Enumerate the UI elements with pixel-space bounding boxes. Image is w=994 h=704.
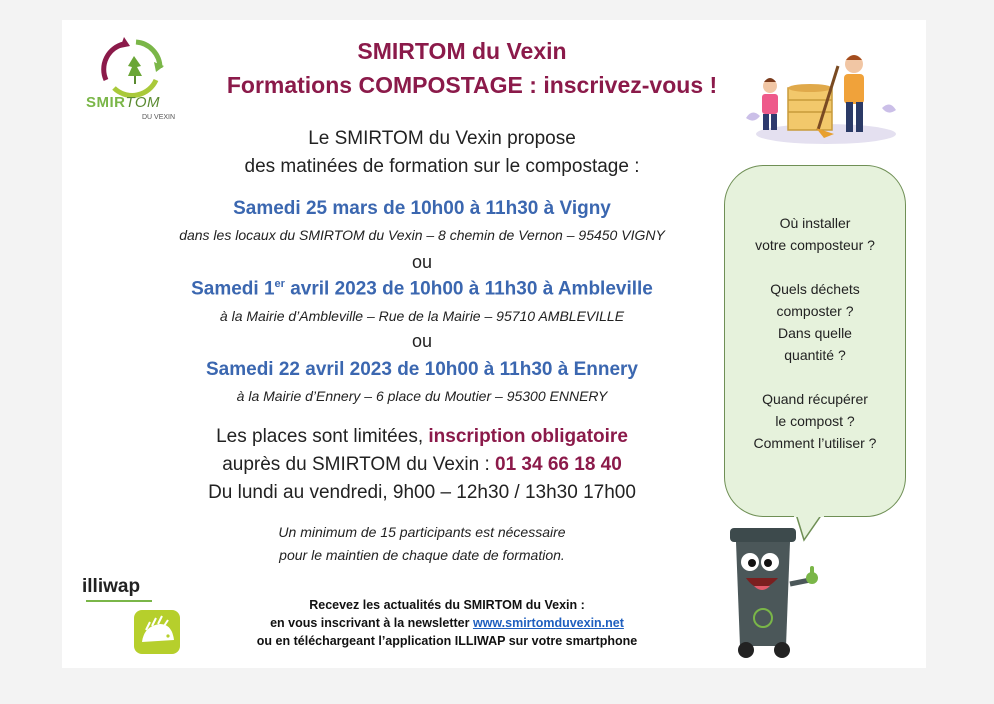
session-3-title [102,359,742,381]
session-2-text-pre: Samedi 1 [191,278,275,300]
intro-line-2: des matinées de formation sur le compostage : [244,156,640,177]
question-2-line-4: quantité ? [784,347,846,363]
session-2-title [102,278,742,300]
newsletter-link[interactable]: www.smirtomduvexin.net [472,616,624,630]
registration-line-2 [122,454,722,476]
title-line-1: SMIRTOM du Vexin [357,38,567,64]
session-2-superscript: er [274,278,285,290]
question-2 [725,278,905,366]
footer-line-1: Recevez les actualités du SMIRTOM du Vexin : [309,598,585,612]
session-1-text: Samedi 25 mars de 10h00 à 11h30 à Vigny [233,198,611,219]
session-1-address: dans les locaux du SMIRTOM du Vexin – 8 chemin de Vernon – 95450 VIGNY [179,227,665,243]
registration-line-2-text: auprès du SMIRTOM du Vexin : [222,454,496,475]
question-2-line-3: Dans quelle [778,325,852,341]
logo-brand-sub: DU VEXIN [142,114,176,121]
question-1-line-2: votre composteur ? [755,237,875,253]
question-3-line-2: le compost ? [775,413,855,429]
session-1-title [102,198,742,220]
footer-line-2 [212,616,682,630]
flyer-card [62,20,926,668]
registration-line-1 [122,426,722,448]
illiwap-name: illiwap [82,576,141,597]
minimum-line-2: pour le maintien de chaque date de formation. [279,547,565,563]
question-3 [725,388,905,454]
question-1-line-1: Où installer [779,215,851,231]
registration-required: inscription obligatoire [428,426,628,447]
session-2-text-post: avril 2023 de 10h00 à 11h30 à Ambleville [284,278,653,300]
registration-line-1-text: Les places sont limitées, [216,426,429,447]
title-line-2: Formations COMPOSTAGE : inscrivez-vous ! [226,72,718,98]
question-1 [725,212,905,256]
footer-line-3: ou en téléchargeant l’application ILLIWAP sur votre smartphone [256,634,638,648]
logo-brand-accent: TOM [125,94,161,111]
intro-line-1: Le SMIRTOM du Vexin propose [308,128,576,149]
session-2-address: à la Mairie d’Ambleville – Rue de la Mairie – 95710 AMBLEVILLE [219,308,625,324]
illiwap-underline [86,600,152,602]
questions-speech-bubble [724,165,906,517]
question-3-line-3: Comment l’utiliser ? [753,435,877,451]
bin-mascot-icon [724,522,824,664]
opening-hours: Du lundi au vendredi, 9h00 – 12h30 / 13h30 17h00 [208,482,636,503]
phone-number: 01 34 66 18 40 [495,454,622,475]
hedgehog-icon [134,610,180,654]
question-2-line-1: Quels déchets [770,281,860,297]
illiwap-app-icon[interactable] [134,610,180,654]
session-3-address: à la Mairie d’Ennery – 6 place du Moutier – 95300 ENNERY [236,388,608,404]
illiwap-wordmark [82,576,140,598]
question-2-line-2: composter ? [776,303,854,319]
footer-line-2-text: en vous inscrivant à la newsletter [270,616,473,630]
session-3-text: Samedi 22 avril 2023 de 10h00 à 11h30 à Ennery [206,359,638,380]
separator-2: ou [411,331,433,351]
question-3-line-1: Quand récupérer [762,391,868,407]
logo-brand-main: SMIR [86,94,126,111]
minimum-line-1: Un minimum de 15 participants est nécessaire [278,524,566,540]
composting-people-illustration [738,38,902,150]
separator-1: ou [411,252,433,272]
